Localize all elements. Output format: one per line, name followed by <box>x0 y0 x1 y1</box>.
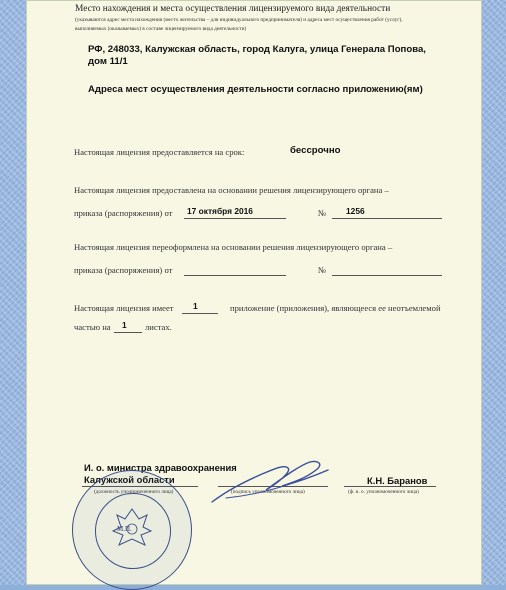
signature-caption: (подпись уполномоченного лица) <box>231 489 305 495</box>
appendix-address-note: Адреса мест осуществления деятельности согласно приложению(ям) <box>88 84 423 95</box>
appendix-pages: 1 <box>122 320 127 330</box>
reissue-number-sign: № <box>318 265 327 275</box>
seal-label: М.П. <box>117 525 132 533</box>
basis-number-sign: № <box>318 208 327 218</box>
address-line-1: РФ, 248033, Калужская область, город Калуга, улица Генерала Попова, <box>88 44 426 55</box>
name-caption: (ф. и. о. уполномоченного лица) <box>348 489 419 495</box>
official-seal <box>72 470 192 590</box>
basis-number: 1256 <box>346 206 365 216</box>
header-title: Место нахождения и места осуществления лицензируемого вида деятельности <box>75 4 391 14</box>
signatory-name: К.Н. Баранов <box>367 475 428 486</box>
header-note-2: выполняемых (оказываемых) в составе лицензируемого вида деятельности) <box>75 26 247 32</box>
appendix-part-label: частью на <box>74 322 111 332</box>
appendix-middle: приложение (приложения), являющееся ее неотъемлемой <box>230 303 441 313</box>
term-label: Настоящая лицензия предоставляется на срок: <box>74 147 245 157</box>
appendix-pages-suffix: листах. <box>145 322 172 332</box>
signatory-position-1: И. о. министра здравоохранения <box>84 462 237 473</box>
basis-date: 17 октября 2016 <box>187 206 253 216</box>
header-note-1: (указываются адрес места нахождения (место жительства – для индивидуального предпринимателя) и адреса мест осуществления работ (услуг), <box>75 17 403 23</box>
handwritten-signature <box>206 454 336 514</box>
reissue-order-label: приказа (распоряжения) от <box>74 265 173 275</box>
address-line-2: дом 11/1 <box>88 56 128 67</box>
basis-line-1: Настоящая лицензия предоставлена на основании решения лицензирующего органа – <box>74 185 389 195</box>
position-caption: (должность уполномоченного лица) <box>94 489 174 495</box>
eagle-emblem-icon <box>73 471 191 589</box>
appendix-count: 1 <box>193 301 198 311</box>
signatory-position-2: Калужской области <box>84 474 175 485</box>
term-value: бессрочно <box>290 145 341 156</box>
reissue-line-1: Настоящая лицензия переоформлена на основании решения лицензирующего органа – <box>74 242 393 252</box>
appendix-prefix: Настоящая лицензия имеет <box>74 303 174 313</box>
basis-order-label: приказа (распоряжения) от <box>74 208 173 218</box>
